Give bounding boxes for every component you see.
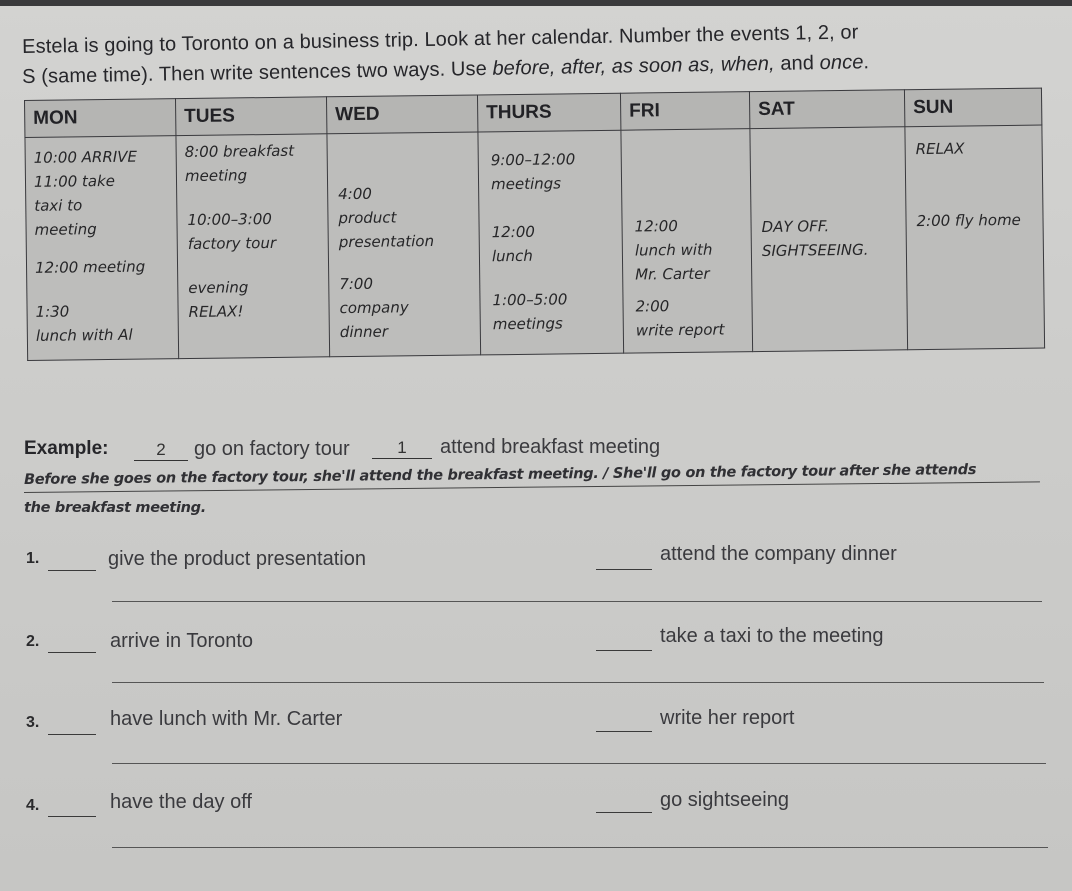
exercise-4-number: 4. [26, 797, 40, 814]
event-wed-presentation: 4:00 product presentation [338, 184, 435, 252]
instructions-line-1: Estela is going to Toronto on a business trip. Look at her calendar. Number the events 1, 2, or [22, 21, 859, 58]
event-tues-relax: evening RELAX! [188, 278, 249, 322]
day-header-sat: SAT [749, 90, 904, 129]
event-sat-sightseeing: DAY OFF. SIGHTSEEING. [761, 217, 869, 260]
instructions-period: . [863, 51, 870, 74]
exercise-2-event-right: take a taxi to the meeting [660, 625, 884, 647]
instructions-line-2 [22, 51, 869, 89]
event-mon-lunch: 1:30 lunch with Al [35, 302, 133, 345]
exercise-1-answer-line[interactable] [112, 601, 1042, 602]
exercise-1-blank-left[interactable] [48, 570, 96, 571]
event-mon-arrive: 10:00 ARRIVE 11:00 take taxi to meeting [33, 147, 138, 239]
event-mon-meeting: 12:00 meeting [34, 257, 146, 277]
day-cell-wed [327, 132, 481, 357]
event-tues-breakfast: 8:00 breakfast meeting [184, 141, 295, 186]
exercise-1-event-left: give the product presentation [108, 548, 366, 570]
instructions-and: and [774, 52, 820, 75]
event-sun-fly-home: 2:00 fly home [916, 210, 1021, 231]
event-thurs-morning-meetings: 9:00–12:00 meetings [490, 150, 576, 194]
event-tues-factory-tour: 10:00–3:00 factory tour [187, 209, 277, 254]
day-cell-sun [905, 125, 1045, 350]
example-number-b: 1 [372, 438, 432, 459]
exercise-2-answer-line[interactable] [112, 682, 1044, 683]
example-event-a: go on factory tour [194, 438, 350, 460]
exercise-2-blank-right[interactable] [596, 650, 652, 651]
day-header-tues: TUES [175, 97, 326, 136]
instructions-keywords: before, after, as soon as, when, [492, 52, 775, 80]
calendar-table [24, 88, 1045, 361]
event-fri-lunch-carter: 12:00 lunch with Mr. Carter [634, 217, 713, 284]
exercise-2-blank-left[interactable] [48, 652, 96, 653]
top-edge [0, 0, 1072, 6]
exercise-4-event-right: go sightseeing [660, 789, 789, 811]
exercise-3-blank-left[interactable] [48, 734, 96, 735]
event-thurs-afternoon-meetings: 1:00–5:00 meetings [492, 290, 568, 334]
calendar-body-row [25, 125, 1045, 360]
exercise-3-event-right: write her report [660, 707, 795, 729]
day-cell-fri [621, 129, 753, 354]
exercise-3-answer-line[interactable] [112, 763, 1046, 764]
exercise-2-number: 2. [26, 633, 40, 650]
example-label: Example: [24, 438, 109, 459]
instructions-text: S (same time). Then write sentences two ways. Use [22, 57, 493, 88]
exercise-3-blank-right[interactable] [596, 731, 652, 732]
exercise-4-blank-left[interactable] [48, 816, 96, 817]
example-event-b: attend breakfast meeting [440, 436, 661, 458]
example-answer-line-2: the breakfast meeting. [24, 500, 206, 516]
event-wed-dinner: 7:00 company dinner [339, 274, 409, 342]
day-header-mon: MON [25, 99, 176, 138]
exercise-4-blank-right[interactable] [596, 812, 652, 813]
exercise-1-number: 1. [26, 550, 40, 567]
day-header-wed: WED [326, 95, 477, 134]
exercise-1-event-right: attend the company dinner [660, 543, 897, 565]
day-header-thurs: THURS [477, 93, 620, 132]
day-cell-tues [176, 134, 330, 359]
exercise-4-answer-line[interactable] [112, 847, 1048, 848]
event-thurs-lunch: 12:00 lunch [491, 222, 535, 266]
exercise-2-event-left: arrive in Toronto [110, 630, 254, 652]
exercise-4-event-left: have the day off [110, 791, 252, 813]
event-fri-write-report: 2:00 write report [635, 297, 725, 340]
day-header-fri: FRI [620, 92, 749, 131]
day-cell-mon [25, 136, 179, 361]
exercise-3-event-left: have lunch with Mr. Carter [110, 708, 343, 730]
example-answer-line-1: Before she goes on the factory tour, she'll attend the breakfast meeting. / She'll go on the factory tour after she attends [24, 462, 977, 488]
example-number-a: 2 [134, 440, 188, 461]
exercise-1-blank-right[interactable] [596, 569, 652, 570]
day-cell-sat [750, 127, 908, 352]
day-cell-thurs [478, 130, 624, 355]
instructions-once: once [819, 51, 864, 75]
exercise-3-number: 3. [26, 714, 40, 731]
day-header-sun: SUN [904, 88, 1041, 127]
event-sun-relax: RELAX [915, 139, 965, 159]
